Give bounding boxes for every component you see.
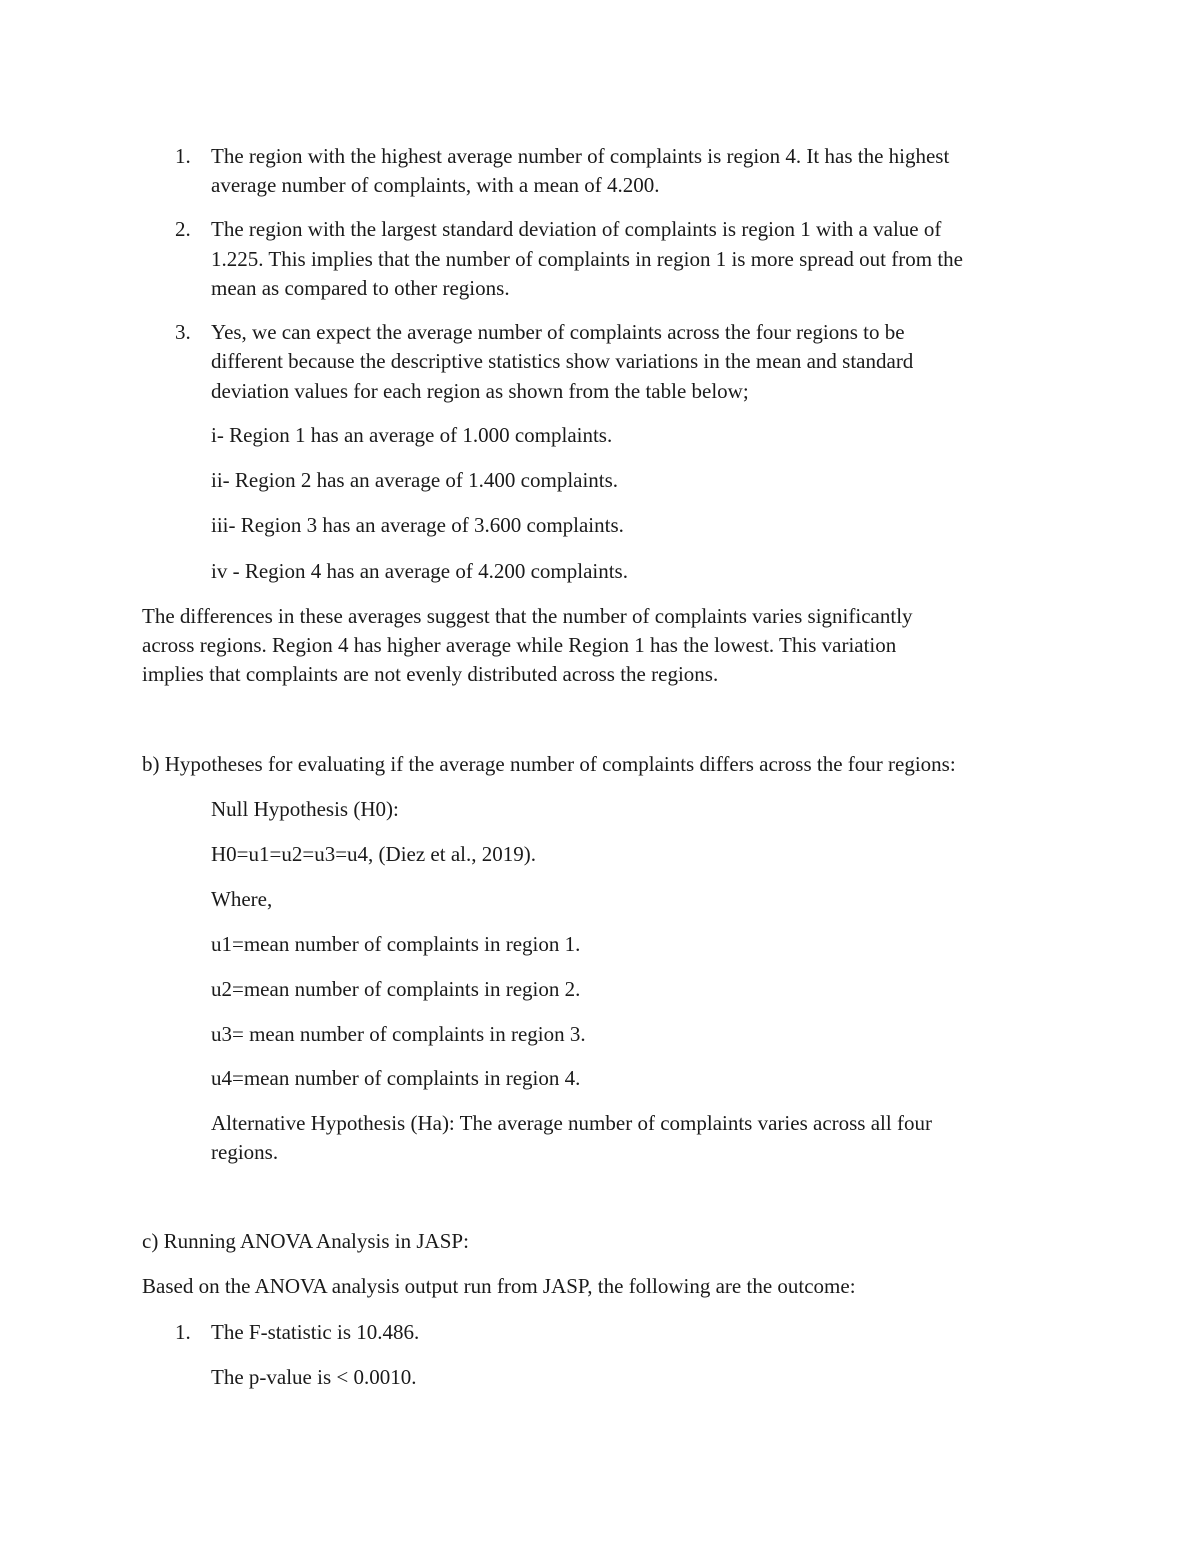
p-value-text: The p-value is < 0.0010.	[211, 1365, 417, 1389]
paragraph-line: The differences in these averages suggest that the number of complaints varies significantly	[142, 604, 913, 628]
null-hypothesis-formula: H0=u1=u2=u3=u4, (Diez et al., 2019).	[211, 842, 536, 866]
alternative-hypothesis-line: Alternative Hypothesis (Ha): The average number of complaints varies across all four	[211, 1111, 932, 1135]
list-item-text: deviation values for each region as shown from the table below;	[211, 379, 749, 403]
paragraph-line: Based on the ANOVA analysis output run from JASP, the following are the outcome:	[142, 1274, 856, 1298]
region-average-item: iv - Region 4 has an average of 4.200 complaints.	[211, 559, 628, 583]
list-item-number: 1.	[175, 144, 191, 168]
list-item-text: average number of complaints, with a mean of 4.200.	[211, 173, 660, 197]
list-item-text: 1.225. This implies that the number of complaints in region 1 is more spread out from the	[211, 247, 963, 271]
null-hypothesis-label: Null Hypothesis (H0):	[211, 797, 399, 821]
list-item-number: 2.	[175, 217, 191, 241]
region-average-item: i- Region 1 has an average of 1.000 complaints.	[211, 423, 613, 447]
list-item-number: 1.	[175, 1320, 191, 1344]
list-item-text: different because the descriptive statistics show variations in the mean and standard	[211, 349, 914, 373]
where-label: Where,	[211, 887, 273, 911]
f-statistic-text: The F-statistic is 10.486.	[211, 1320, 420, 1344]
section-heading: b) Hypotheses for evaluating if the average number of complaints differs across the four regions:	[142, 752, 956, 776]
definition-line: u2=mean number of complaints in region 2.	[211, 977, 581, 1001]
paragraph-line: across regions. Region 4 has higher average while Region 1 has the lowest. This variation	[142, 633, 897, 657]
definition-line: u3= mean number of complaints in region 3.	[211, 1022, 586, 1046]
definition-line: u4=mean number of complaints in region 4.	[211, 1066, 581, 1090]
list-item-text: Yes, we can expect the average number of complaints across the four regions to be	[211, 320, 905, 344]
section-heading: c) Running ANOVA Analysis in JASP:	[142, 1229, 469, 1253]
region-average-item: ii- Region 2 has an average of 1.400 complaints.	[211, 468, 619, 492]
paragraph-line: implies that complaints are not evenly distributed across the regions.	[142, 662, 719, 686]
list-item-number: 3.	[175, 320, 191, 344]
list-item-text: mean as compared to other regions.	[211, 276, 510, 300]
list-item-text: The region with the highest average number of complaints is region 4. It has the highest	[211, 144, 950, 168]
region-average-item: iii- Region 3 has an average of 3.600 complaints.	[211, 513, 624, 537]
definition-line: u1=mean number of complaints in region 1.	[211, 932, 581, 956]
alternative-hypothesis-line: regions.	[211, 1140, 279, 1164]
list-item-text: The region with the largest standard deviation of complaints is region 1 with a value of	[211, 217, 942, 241]
